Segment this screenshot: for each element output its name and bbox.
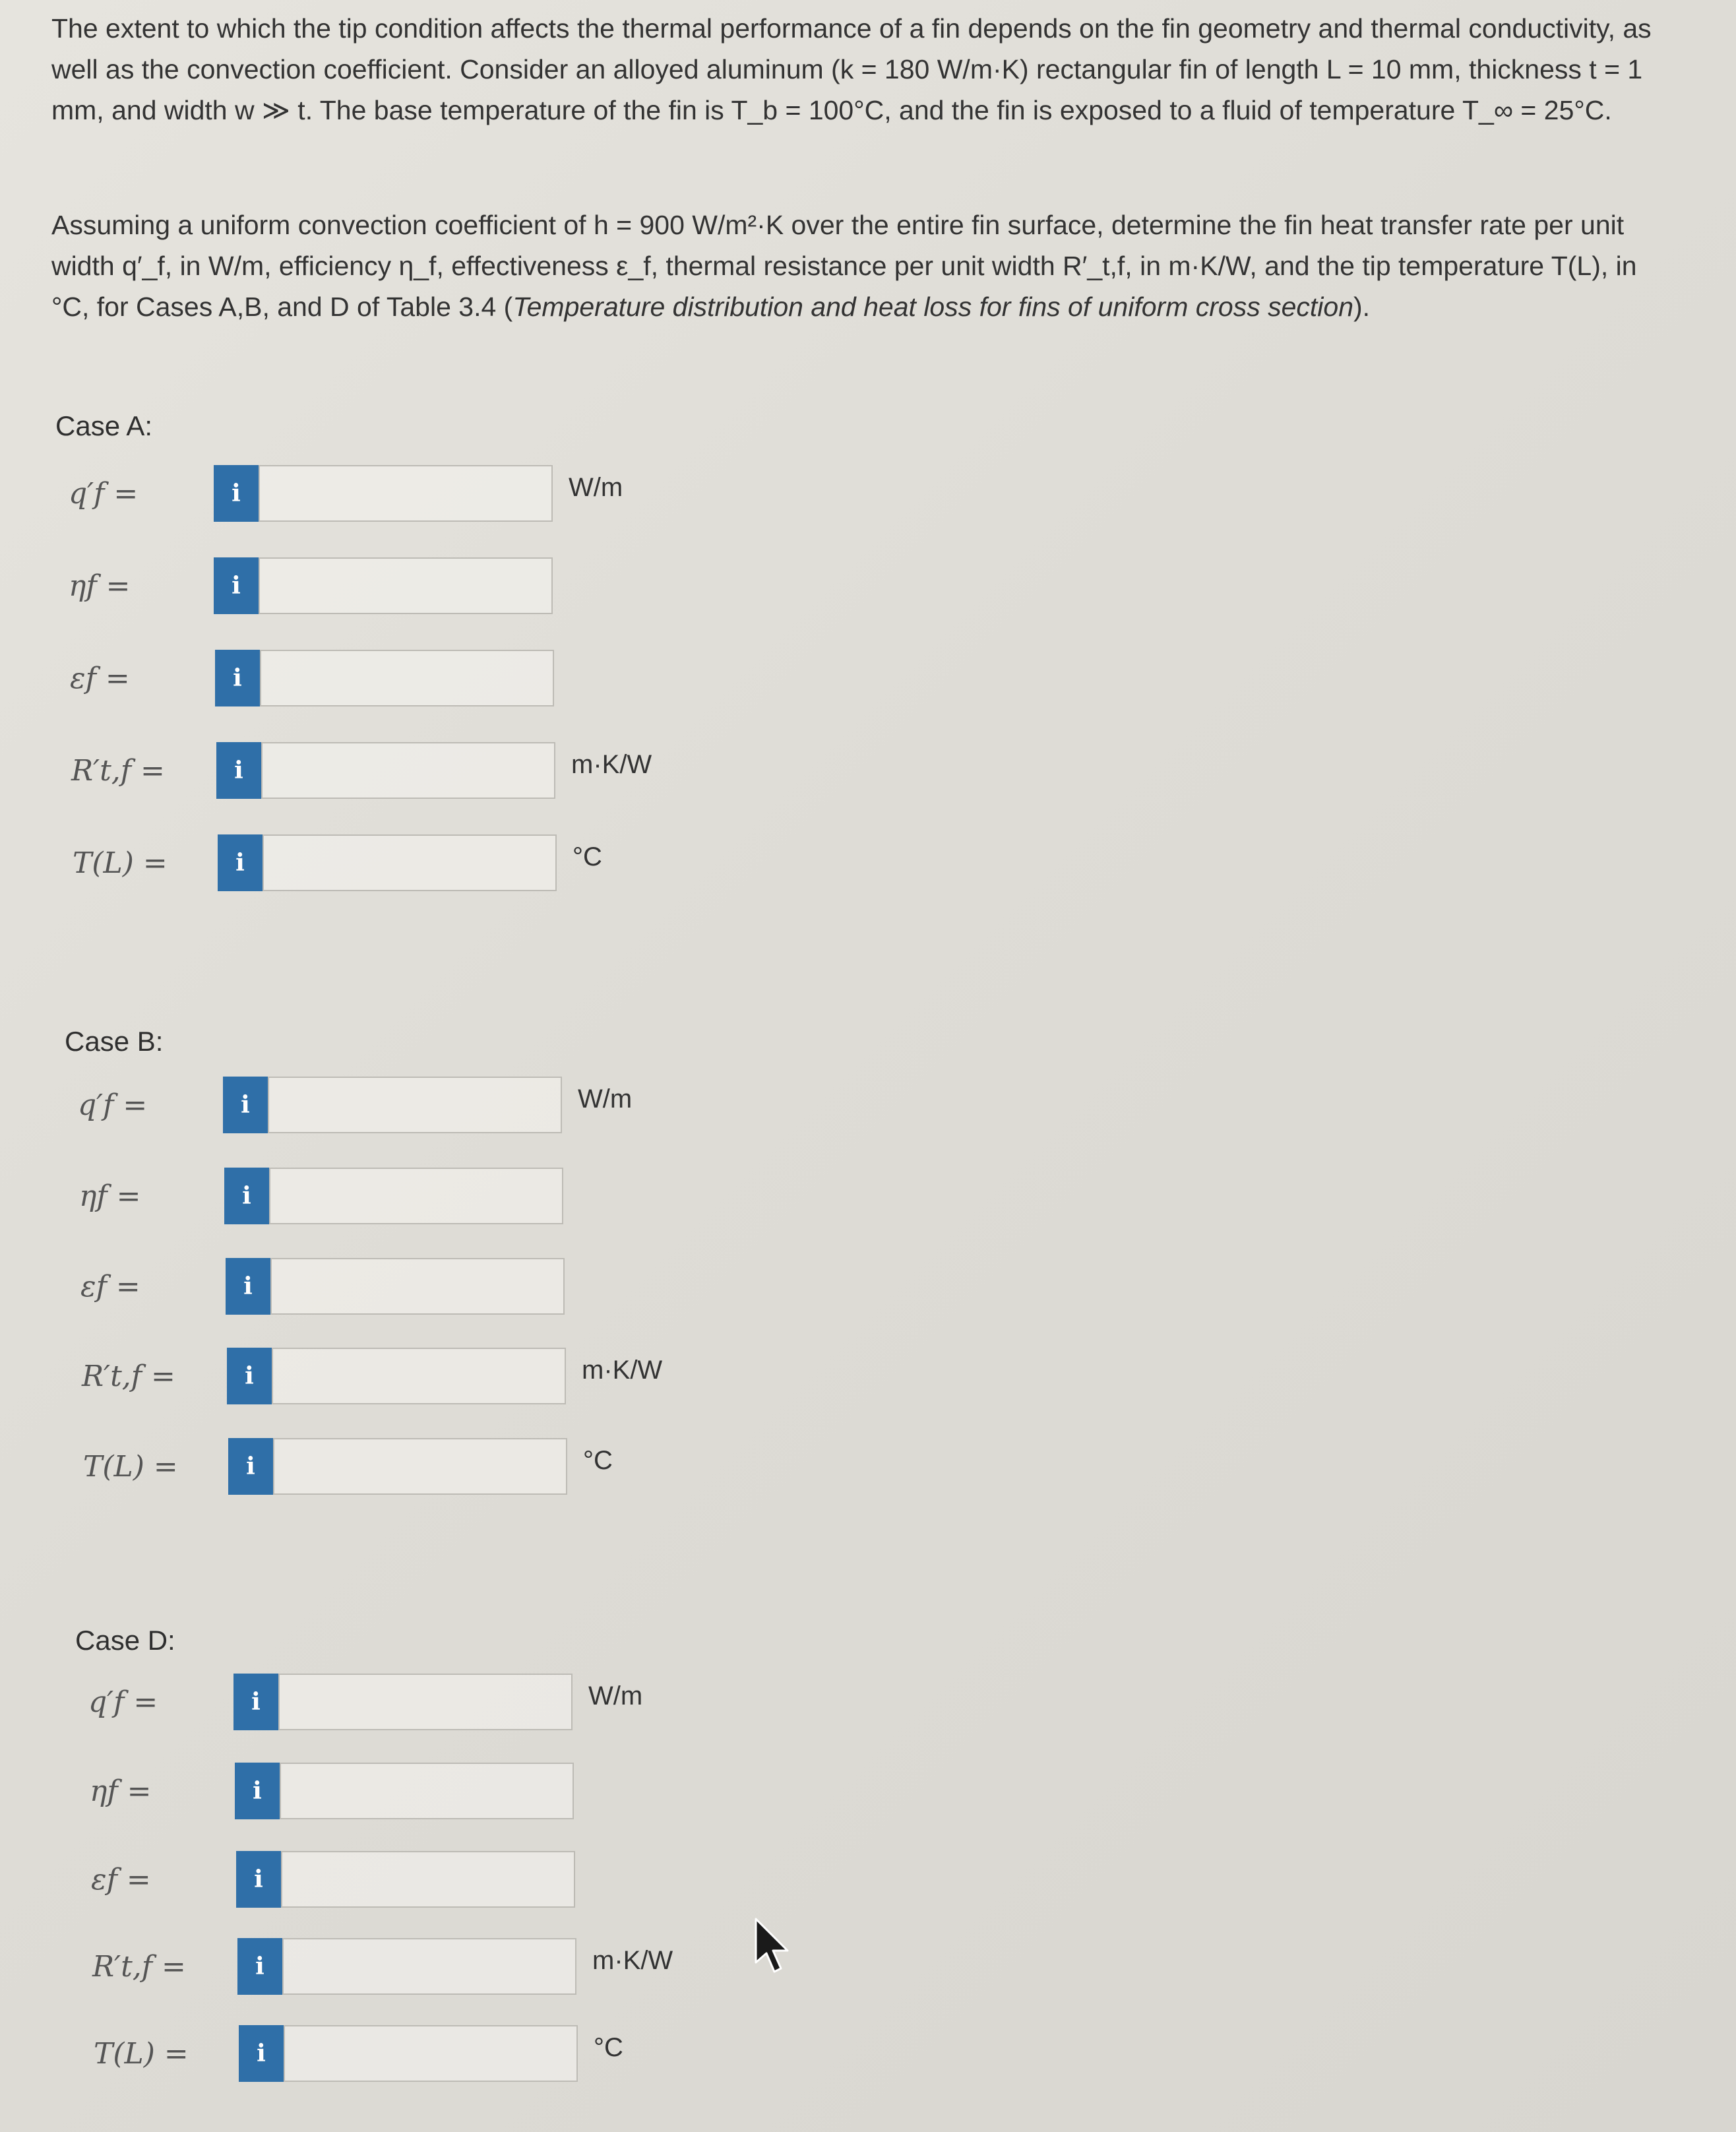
case-b-tip-temperature-input[interactable] <box>273 1438 567 1495</box>
case-a-effectiveness-input[interactable] <box>260 650 554 706</box>
case-b-tip-temperature-row <box>83 1438 613 1495</box>
resistance-unit: m·K/W <box>571 750 652 779</box>
case-a-efficiency-input[interactable] <box>259 557 553 614</box>
effectiveness-symbol: εf = <box>91 1862 151 1897</box>
case-d-title: Case D: <box>75 1625 175 1656</box>
info-icon[interactable]: i <box>236 1851 281 1908</box>
tip-temperature-symbol: T(L) = <box>73 846 168 880</box>
tip-temperature-symbol: T(L) = <box>94 2036 189 2071</box>
case-a-tip-temperature-input[interactable] <box>263 834 557 891</box>
heat-rate-symbol: q′f = <box>88 1685 158 1719</box>
case-d-efficiency-input[interactable] <box>280 1763 574 1819</box>
case-d-efficiency-row <box>90 1763 590 1819</box>
info-icon[interactable]: i <box>214 557 259 614</box>
info-icon[interactable]: i <box>223 1077 268 1133</box>
info-icon[interactable]: i <box>216 742 261 799</box>
tip-temperature-symbol: T(L) = <box>83 1449 178 1484</box>
resistance-unit: m·K/W <box>582 1356 663 1385</box>
case-a-resistance-row <box>71 742 652 799</box>
case-a-heat-rate-row <box>69 465 623 522</box>
case-b-heat-rate-row <box>78 1077 632 1133</box>
case-b-resistance-input[interactable] <box>272 1348 566 1404</box>
case-a-title: Case A: <box>55 410 153 441</box>
effectiveness-symbol: εf = <box>80 1269 140 1303</box>
case-a-effectiveness-row <box>70 650 570 706</box>
case-d-heat-rate-row <box>88 1674 642 1730</box>
info-icon[interactable]: i <box>214 465 259 522</box>
info-icon[interactable]: i <box>228 1438 273 1495</box>
effectiveness-symbol: εf = <box>70 661 130 695</box>
mouse-cursor-icon <box>752 1916 791 1976</box>
case-b-title: Case B: <box>65 1026 164 1057</box>
efficiency-symbol: ηf = <box>79 1179 141 1213</box>
info-icon[interactable]: i <box>227 1348 272 1404</box>
heat-rate-symbol: q′f = <box>78 1088 148 1122</box>
info-icon[interactable]: i <box>239 2025 284 2082</box>
case-b-effectiveness-row <box>80 1258 580 1315</box>
problem-instructions <box>51 204 1681 327</box>
info-icon[interactable]: i <box>215 650 260 706</box>
efficiency-symbol: ηf = <box>90 1774 152 1808</box>
instructions-end: ). <box>1353 292 1371 322</box>
case-b-efficiency-input[interactable] <box>269 1168 563 1224</box>
case-a-heat-rate-input[interactable] <box>259 465 553 522</box>
resistance-symbol: R′t,f = <box>82 1359 175 1393</box>
tip-temperature-unit: °C <box>583 1446 613 1475</box>
info-icon[interactable]: i <box>218 834 263 891</box>
heat-rate-unit: W/m <box>588 1681 643 1710</box>
case-b-efficiency-row <box>79 1168 579 1224</box>
case-b-effectiveness-input[interactable] <box>270 1258 565 1315</box>
case-d-effectiveness-input[interactable] <box>281 1851 575 1908</box>
case-a-resistance-input[interactable] <box>261 742 555 799</box>
case-d-resistance-row <box>92 1938 673 1995</box>
case-d-tip-temperature-input[interactable] <box>284 2025 578 2082</box>
resistance-symbol: R′t,f = <box>92 1949 186 1984</box>
case-d-tip-temperature-row <box>94 2025 623 2082</box>
case-d-effectiveness-row <box>91 1851 591 1908</box>
info-icon[interactable]: i <box>226 1258 270 1315</box>
problem-statement: The extent to which the tip condition affects the thermal performance of a fin depends on the fin geometry and thermal conductivity, as well as the convection coefficient. Consider an alloyed aluminum (k = 180 W/m·K) rectangular fin of length L = 10 mm, thickness t = 1 mm, and width w ≫ t. The base temperature of the fin is T_b = 100°C, and the fin is exposed to a fluid of temperature T_∞ = 25°C. <box>51 13 1652 125</box>
info-icon[interactable]: i <box>224 1168 269 1224</box>
info-icon[interactable]: i <box>233 1674 278 1730</box>
case-b-heat-rate-input[interactable] <box>268 1077 562 1133</box>
instructions-text: Assuming a uniform convection coefficient of h = 900 W/m²·K over the entire fin surface, determine the fin heat transfer rate per unit width q′_f, in W/m, efficiency η_f, effectiveness ε_f, thermal resistance per unit width R′_t,f, in m·K/W, and the tip temperature T(L), in °C, for Cases A,B, and D of Table 3.4 ( <box>51 210 1637 322</box>
case-a-tip-temperature-row <box>73 834 602 891</box>
tip-temperature-unit: °C <box>594 2033 623 2062</box>
heat-rate-unit: W/m <box>569 473 623 502</box>
case-b-resistance-row <box>82 1348 662 1404</box>
case-d-heat-rate-input[interactable] <box>278 1674 573 1730</box>
heat-rate-symbol: q′f = <box>69 476 139 511</box>
heat-rate-unit: W/m <box>578 1084 633 1113</box>
table-reference: Temperature distribution and heat loss for fins of uniform cross section <box>512 292 1353 322</box>
resistance-symbol: R′t,f = <box>71 753 165 788</box>
tip-temperature-unit: °C <box>573 842 602 871</box>
efficiency-symbol: ηf = <box>69 569 131 603</box>
resistance-unit: m·K/W <box>592 1946 673 1975</box>
info-icon[interactable]: i <box>235 1763 280 1819</box>
case-d-resistance-input[interactable] <box>282 1938 576 1995</box>
info-icon[interactable]: i <box>237 1938 282 1995</box>
case-a-efficiency-row <box>69 557 569 614</box>
